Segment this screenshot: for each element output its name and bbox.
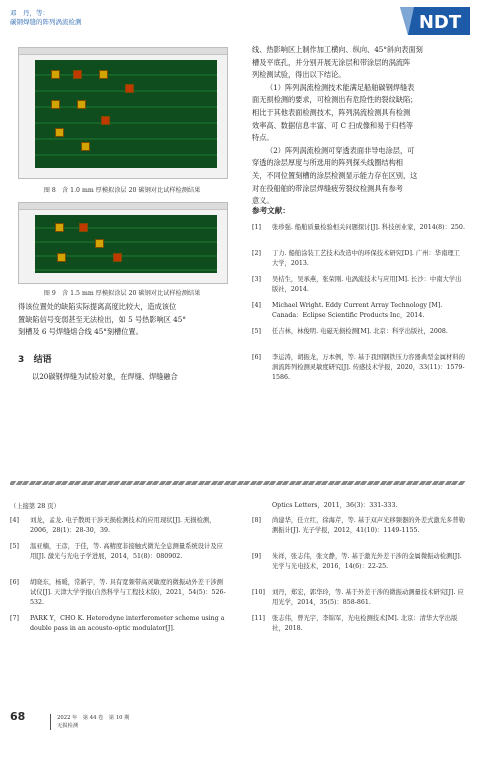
continued-note: （上接第 28 页）	[10, 503, 60, 510]
text-line: 对在役船舶的带涂层焊缝疲劳裂纹检测具有参考	[252, 183, 403, 193]
text-line: 线、热影响区上制作加工横向、纵向、45°斜向表面刻	[252, 45, 423, 54]
text-line: 特点。	[252, 133, 274, 143]
figure-9-image	[18, 202, 228, 284]
reference-item: [4] 刘龙，孟龙. 电子散斑干涉无损检测技术的应用现状[J]. 无损检测，2006，28(1)：28-30，39.	[10, 517, 216, 535]
c-scan-plot	[35, 215, 217, 273]
text-line: 意义。	[252, 196, 274, 206]
footer-issue: 2022 年 第 44 卷 第 10 期	[57, 715, 130, 721]
text-line: 相比于其他表面检测技术，阵列涡流检测具有检测	[252, 107, 411, 117]
reference-item: [10] 刘丹，郑宏，郭华玲，等. 基于外差干涉的微振动测量技术研究[J]. 应用光学，2014，35(5)：858-861.	[252, 589, 464, 607]
reference-item: [4] Michael Wright. Eddy Current Array Technology [M]. Canada：Eclipse Scientific Products Inc，2014.	[252, 302, 443, 320]
journal-logo	[400, 7, 470, 35]
reference-item: [5] 任吉林，林俊明. 电磁无损检测[M]. 北京：科学出版社，2008.	[252, 328, 448, 335]
footer-info	[50, 714, 129, 730]
section-heading	[18, 352, 52, 365]
footer-journal: 无损检测	[57, 723, 79, 729]
text-line: 置缺陷信号变弱甚至无法检出，如 5 号热影响区 45°	[18, 314, 186, 324]
reference-item: [2] 丁力. 船舶涂装工艺技术改造中的环保技术研究[D]. 广州：华南理工大学，2013.	[252, 250, 460, 268]
reference-item: [9] 朱祥，张志伟，张文静，等. 基于激光外差干涉的金属微振动检测[J]. 光学与光电技术，2016，14(6)：22-25.	[252, 553, 462, 571]
text-line: 列检测试验，得出以下结论。	[252, 70, 346, 80]
reference-item: Optics Letters，2011，36(3)：331-333.	[272, 502, 398, 509]
text-line: 面无损检测的要求，可检测出有危险性的裂纹缺陷；	[252, 95, 418, 105]
reference-item: [1] 张珍强. 船舶质量检验相关问题探讨[J]. 科技创业家，2014(8)：250.	[252, 224, 465, 231]
figure-9-caption: 图 9 含 1.5 mm 厚模拟涂层 20 碳钢对比试样检测结果	[43, 290, 201, 297]
logo-text: NDT	[418, 12, 462, 33]
header-title: 碳钢焊缝的阵列涡流检测	[10, 18, 82, 26]
reference-item: [5] 温亚楠，王彦，于佳，等. 高精度非接触式微光全息测量系统设计及应用[J]. 激光与光电子学进展，2014，51(8)：080902.	[10, 543, 223, 561]
c-scan-plot	[35, 60, 217, 168]
reference-item: [11] 张志伟，曾光宇，李锦军，光电检测技术[M]. 北京：清华大学出版社，2018.	[252, 615, 458, 633]
divider-dash	[457, 481, 465, 485]
text-line: 得该位置处的缺陷实际提离高度比较大，造成该位	[18, 302, 177, 311]
references-title: 参考文献：	[252, 206, 290, 215]
conclusion-start: 以20碳钢焊缝为试验对象，在焊缝、焊缝融合	[32, 372, 178, 381]
reference-item: [8] 尚建华，任立红，徐海芹，等. 基于双声光移频器的外差式激光多普勒测振计[J]. 光子学报，2012，41(10)：1149-1155.	[252, 517, 465, 535]
text-line: 穿透的涂层厚度与所选用的阵列探头线圈结构相	[252, 158, 403, 168]
section-divider	[10, 479, 470, 487]
header-authors: 邓 丹，等：	[10, 9, 49, 17]
left-paragraph	[18, 301, 230, 339]
figure-8-caption: 图 8 含 1.0 mm 厚模拟涂层 20 碳钢对比试样检测结果	[43, 187, 201, 194]
running-header	[10, 9, 82, 27]
reference-item: [3] 吴桔生，吴承燕，张荣刚. 电涡流技术与应用[M]. 长沙：中南大学出版社，2014.	[252, 276, 462, 294]
text-line: 刻槽及 6 号焊缝熔合线 45°刻槽位置。	[18, 327, 143, 337]
text-line: 关，不同位置刻槽的涂层检测显示能力存在区别，这	[252, 170, 418, 180]
reference-item: [6] 李运涛，胡振龙，万本例，等. 基于我国钢铁压力容器典型金属材料的涡流阵列检测灵敏度研究[J]. 传感技术学报，2020，33(11)：1579-1586.	[252, 354, 465, 382]
section-title: 结语	[33, 355, 52, 365]
text-line: 效率高、数据信息丰富、可 C 扫成像和易于归档等	[252, 120, 414, 130]
text-line: 槽及平底孔，并分别开展无涂层和带涂层的涡流阵	[252, 57, 411, 67]
right-paragraph	[252, 44, 466, 208]
page-number: 68	[10, 710, 26, 723]
text-line: （1）阵列涡流检测技术能满足船舶碳钢焊缝表	[266, 82, 415, 92]
text-line: （2）阵列涡流检测可穿透表面非导电涂层，可	[266, 145, 415, 155]
section-number: 3	[18, 355, 25, 365]
reference-item: [7] PARK Y，CHO K. Heterodyne interferometer scheme using a double pass in an acousto-optic modulator[J].	[10, 615, 225, 633]
reference-item: [6] 胡晓东，杨暖，常新宇，等. 具有宽频带高灵敏度的微振动外差干涉测试仪[J]. 天津大学学报(自然科学与工程技术版)，2021，54(5)：526-532.	[10, 579, 226, 607]
figure-8-image	[18, 47, 228, 179]
